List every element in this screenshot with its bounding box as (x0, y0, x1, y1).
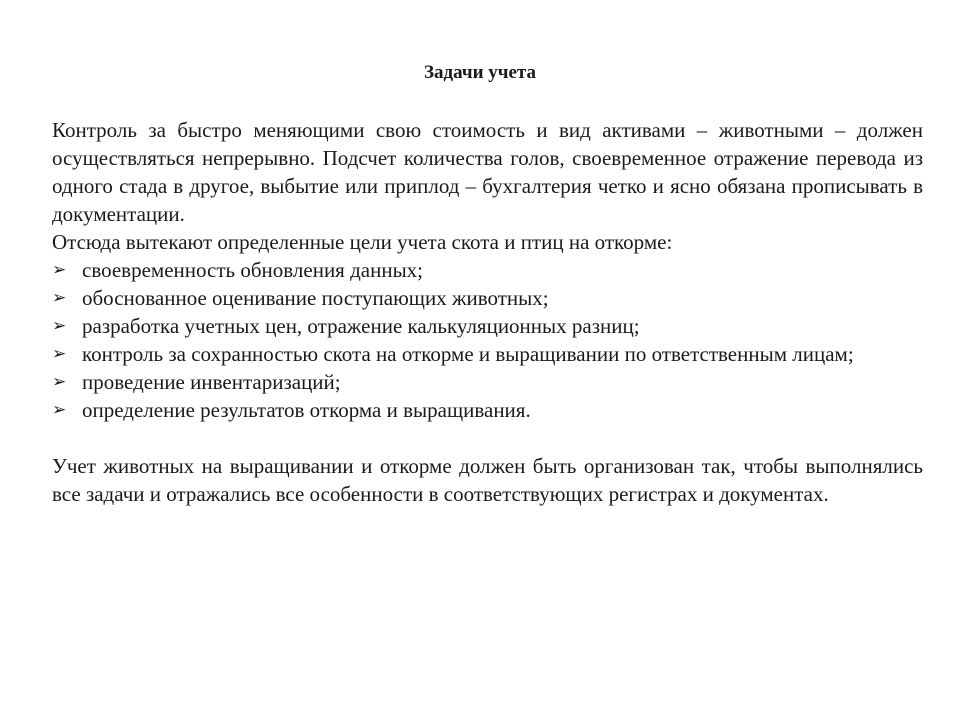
arrow-bullet-icon: ➢ (52, 260, 67, 280)
arrow-bullet-icon: ➢ (52, 316, 67, 336)
arrow-bullet-icon: ➢ (52, 344, 67, 364)
list-item (52, 396, 923, 424)
paragraph-spacer (52, 424, 923, 452)
arrow-bullet-icon: ➢ (52, 372, 67, 392)
list-item-text: разработка учетных цен, отражение калькуляционных разниц; (82, 314, 640, 338)
list-item (52, 312, 923, 340)
list-item-text: обоснованное оценивание поступающих животных; (82, 286, 549, 310)
list-item (52, 368, 923, 396)
closing-paragraph: Учет животных на выращивании и откорме должен быть организован так, чтобы выполнялись все задачи и отражались все особенности в соответствующих регистрах и документах. (52, 454, 923, 506)
intro-paragraph: Контроль за быстро меняющими свою стоимость и вид активами – животными – должен осуществляться непрерывно. Подсчет количества голов, своевременное отражение перевода из одного стада в другое, выбытие или приплод – бухгалтерия четко и ясно обязана прописывать в документации. (52, 118, 923, 226)
slide-content (52, 116, 923, 508)
list-item-text: определение результатов откорма и выращивания. (82, 398, 531, 422)
list-item-text: контроль за сохранностью скота на откорме и выращивании по ответственным лицам; (82, 342, 854, 366)
arrow-bullet-icon: ➢ (52, 288, 67, 308)
list-item-text: проведение инвентаризаций; (82, 370, 341, 394)
goals-lead: Отсюда вытекают определенные цели учета скота и птиц на откорме: (52, 230, 673, 254)
list-item-text: своевременность обновления данных; (82, 258, 424, 282)
list-item (52, 340, 923, 368)
slide-title: Задачи учета (423, 62, 536, 83)
goals-list (52, 256, 923, 424)
list-item (52, 284, 923, 312)
arrow-bullet-icon: ➢ (52, 400, 67, 420)
list-item (52, 256, 923, 284)
